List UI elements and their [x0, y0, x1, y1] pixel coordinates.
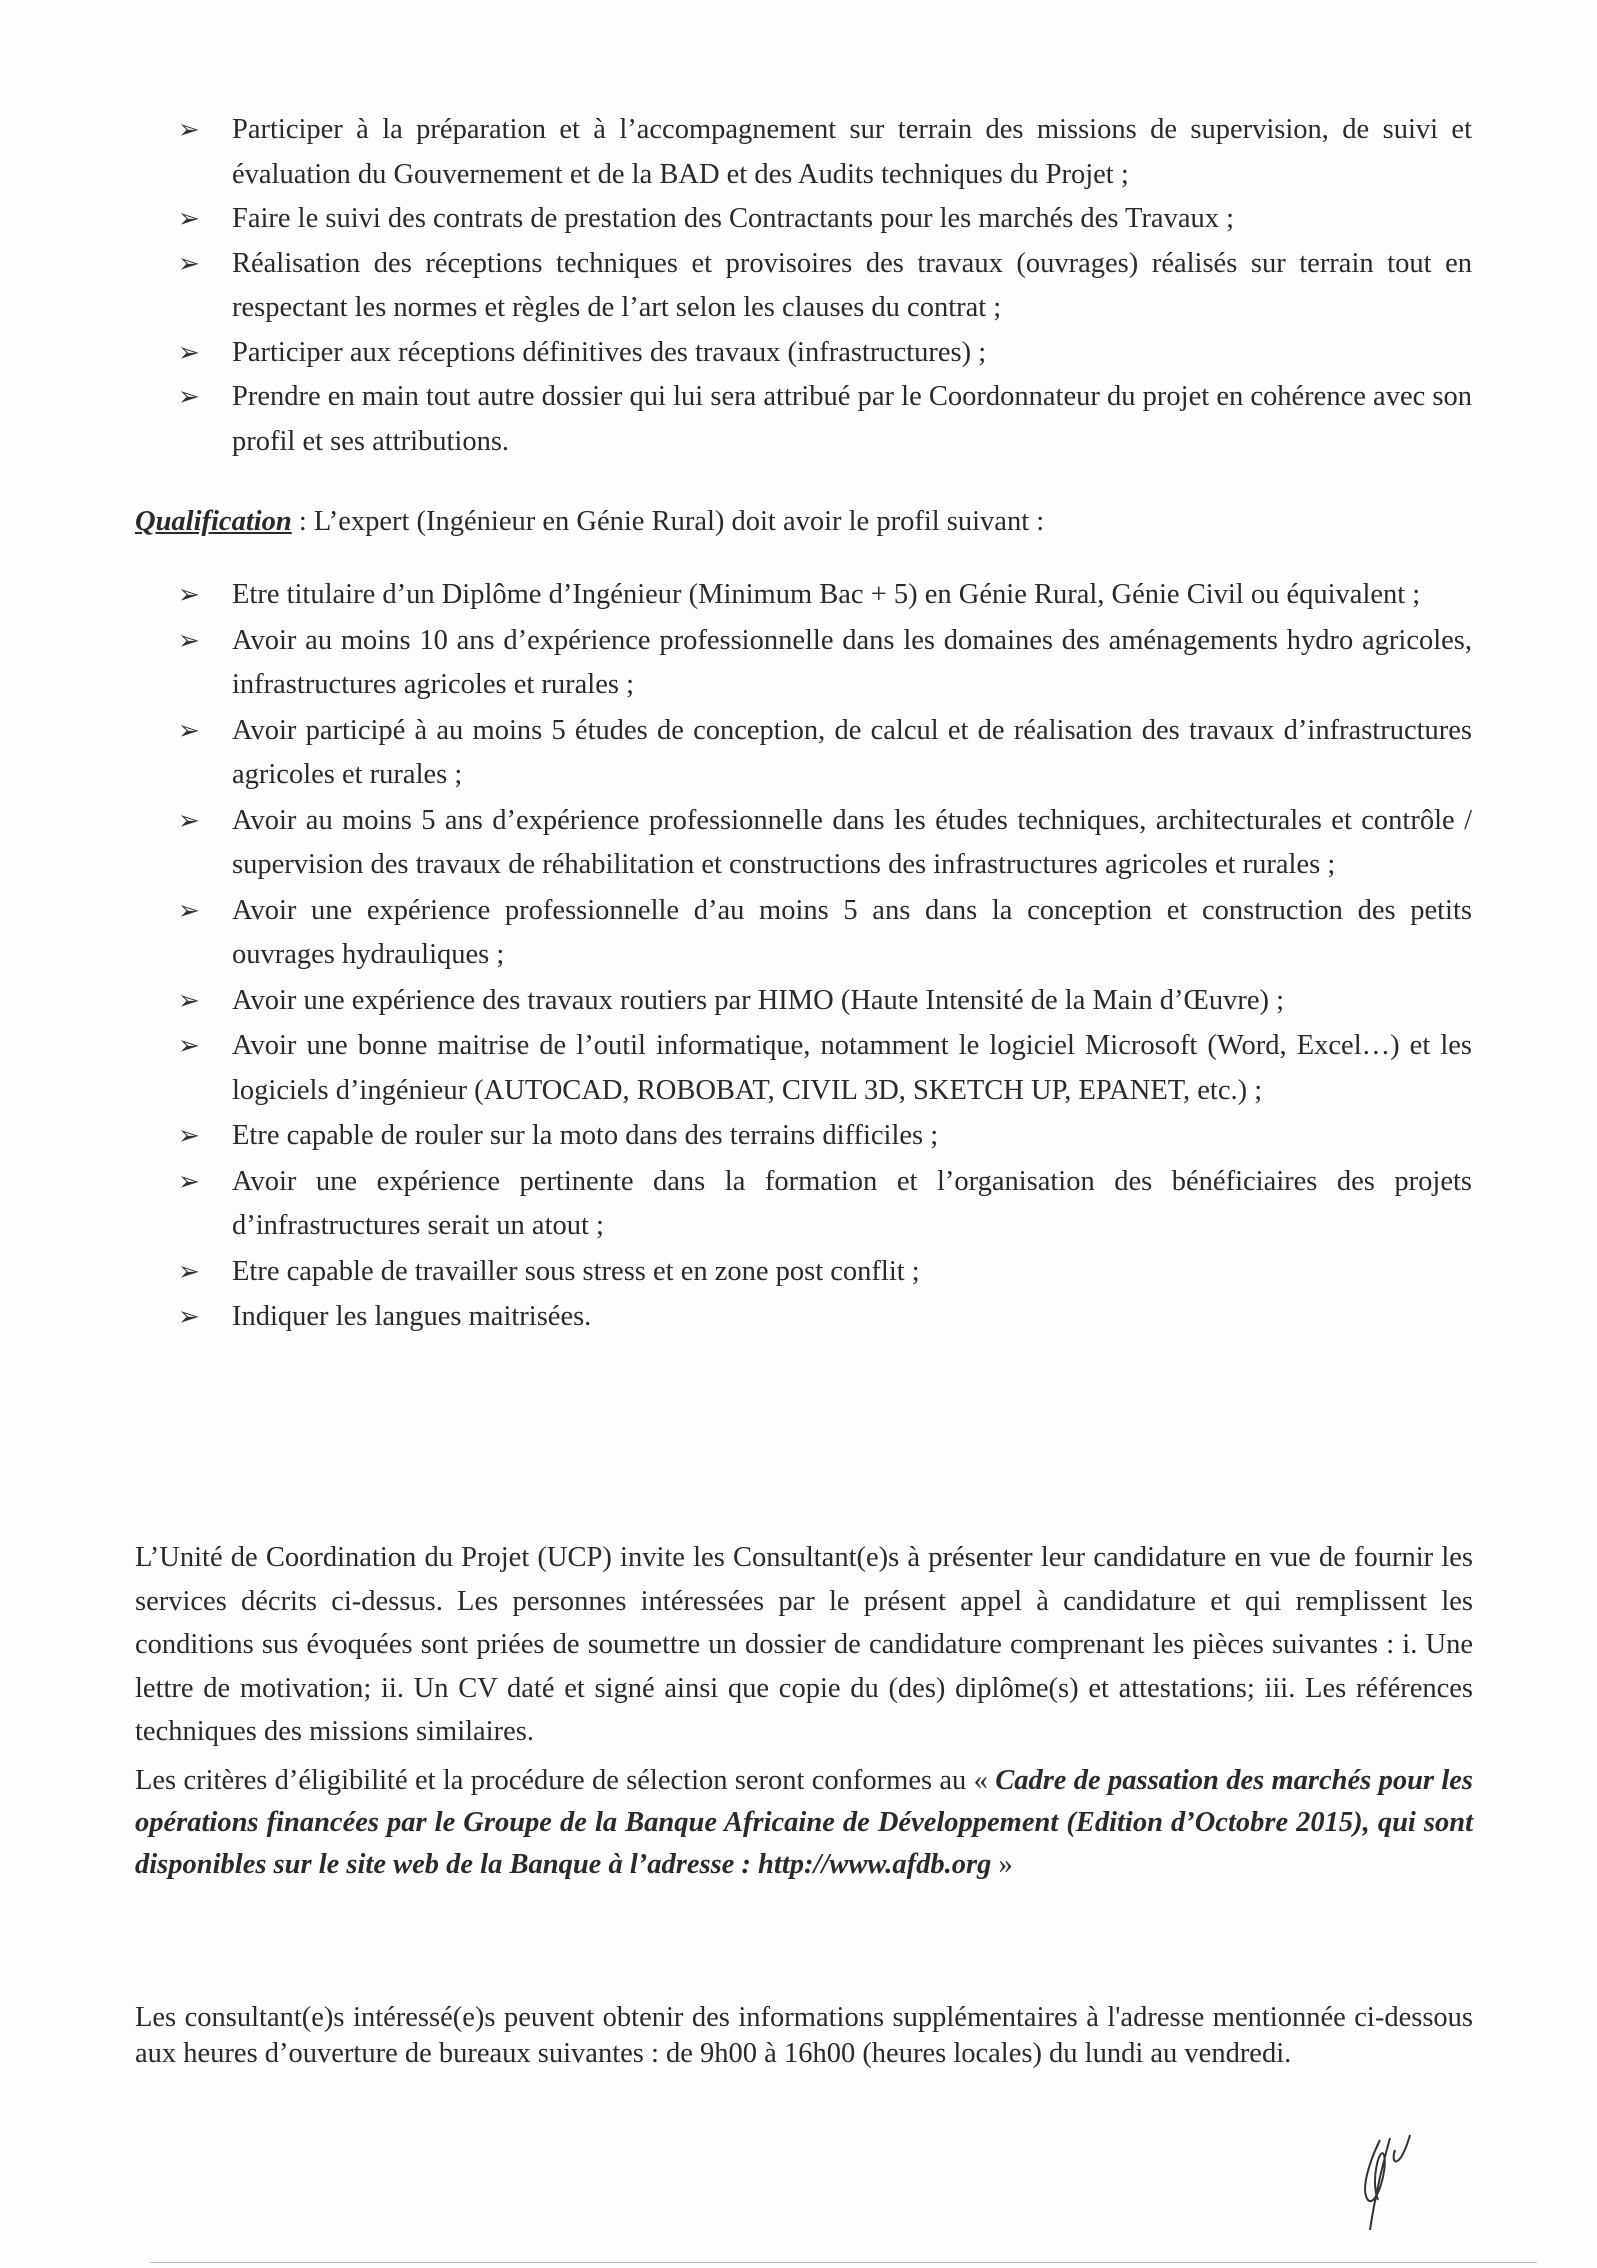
procurement-framework-reference: Cadre de passation des marchés pour les opérations financées par le Groupe de la Banque Africaine de Développement (Edition d’Octobre 2015), qui sont disponibles sur le site web de la Banque à l’adresse : http://www.afdb.org [135, 1765, 1473, 1880]
list-item: ➢ Avoir participé à au moins 5 études de conception, de calcul et de réalisation des travaux d’infrastructures agricoles et rurales ; [232, 709, 1472, 798]
arrow-bullet-icon: ➢ [178, 115, 200, 144]
arrow-bullet-icon: ➢ [178, 248, 200, 278]
arrow-bullet-icon: ➢ [178, 1121, 200, 1150]
list-item: ➢ Faire le suivi des contrats de prestation des Contractants pour les marchés des Travaux ; [232, 197, 1472, 242]
arrow-bullet-icon: ➢ [178, 985, 200, 1015]
arrow-bullet-icon: ➢ [178, 625, 200, 655]
criteria-paragraph: Les critères d’éligibilité et la procédure de sélection seront conformes au « Cadre de passation des marchés pour les opérations financées par le Groupe de la Banque Africaine de Développement (Edition d’Octobre 2015), qui sont disponibles sur le site web de la Banque à l’adresse : http://www.afdb.org » [135, 1765, 1473, 1880]
list-item: ➢ Indiquer les langues maitrisées. [232, 1295, 1472, 1340]
list-item: ➢ Avoir au moins 5 ans d’expérience professionnelle dans les études techniques, architecturales et contrôle / supervision des travaux de réhabilitation et constructions des infrastructures agricoles et rurales ; [232, 799, 1472, 888]
list-item: ➢ Prendre en main tout autre dossier qui lui sera attribué par le Coordonnateur du projet en cohérence avec son profil et ses attributions. [232, 375, 1472, 464]
arrow-bullet-icon: ➢ [178, 580, 200, 609]
list-item: ➢ Etre titulaire d’un Diplôme d’Ingénieur (Minimum Bac + 5) en Génie Rural, Génie Civil ou équivalent ; [232, 573, 1472, 618]
list-item: ➢ Etre capable de rouler sur la moto dans des terrains difficiles ; [232, 1114, 1472, 1159]
arrow-bullet-icon: ➢ [178, 1031, 200, 1060]
arrow-bullet-icon: ➢ [178, 715, 200, 745]
list-item: ➢ Avoir une bonne maitrise de l’outil informatique, notamment le logiciel Microsoft (Word, Excel…) et les logiciels d’ingénieur (AUTOCAD, ROBOBAT, CIVIL 3D, SKETCH UP, EPANET, etc.) ; [232, 1024, 1472, 1113]
arrow-bullet-icon: ➢ [178, 337, 200, 367]
arrow-bullet-icon: ➢ [178, 805, 200, 835]
list-item: ➢ Avoir une expérience professionnelle d’au moins 5 ans dans la conception et construction des petits ouvrages hydrauliques ; [232, 889, 1472, 978]
arrow-bullet-icon: ➢ [178, 204, 200, 233]
list-item: ➢ Avoir au moins 10 ans d’expérience professionnelle dans les domaines des aménagements hydro agricoles, infrastructures agricoles et rurales ; [232, 619, 1472, 708]
signature-initials [1340, 2130, 1420, 2240]
list-item: ➢ Participer aux réceptions définitives des travaux (infrastructures) ; [232, 331, 1472, 376]
duties-list [178, 108, 1472, 464]
arrow-bullet-icon: ➢ [178, 1302, 200, 1331]
page-edge-line [150, 2262, 1537, 2263]
list-item: ➢ Etre capable de travailler sous stress et en zone post conflit ; [232, 1250, 1472, 1295]
list-item: ➢ Réalisation des réceptions techniques et provisoires des travaux (ouvrages) réalisés sur terrain tout en respectant les normes et règles de l’art selon les clauses du contrat ; [232, 242, 1472, 331]
requirements-list [178, 573, 1472, 1340]
invitation-paragraph: L’Unité de Coordination du Projet (UCP) invite les Consultant(e)s à présenter leur candidature en vue de fournir les services décrits ci-dessus. Les personnes intéressées par le présent appel à candidature et qui remplissent les conditions sus évoquées sont priées de soumettre un dossier de candidature comprenant les pièces suivantes : i. Une lettre de motivation; ii. Un CV daté et signé ainsi que copie du (des) diplôme(s) et attestations; iii. Les références techniques des missions similaires. [135, 1542, 1473, 1747]
arrow-bullet-icon: ➢ [178, 382, 200, 411]
contact-paragraph: Les consultant(e)s intéressé(e)s peuvent obtenir des informations supplémentaires à l'adresse mentionnée ci-dessous aux heures d’ouverture de bureaux suivantes : de 9h00 à 16h00 (heures locales) du lundi au vendredi. [135, 2002, 1473, 2069]
list-item: ➢ Participer à la préparation et à l’accompagnement sur terrain des missions de supervision, de suivi et évaluation du Gouvernement et de la BAD et des Audits techniques du Projet ; [232, 108, 1472, 197]
list-item: ➢ Avoir une expérience des travaux routiers par HIMO (Haute Intensité de la Main d’Œuvre) ; [232, 979, 1472, 1024]
arrow-bullet-icon: ➢ [178, 1166, 200, 1196]
arrow-bullet-icon: ➢ [178, 1256, 200, 1286]
qualification-heading: Qualification : L’expert (Ingénieur en Génie Rural) doit avoir le profil suivant : [135, 506, 1045, 537]
list-item: ➢ Avoir une expérience pertinente dans la formation et l’organisation des bénéficiaires des projets d’infrastructures serait un atout ; [232, 1160, 1472, 1249]
arrow-bullet-icon: ➢ [178, 895, 200, 925]
